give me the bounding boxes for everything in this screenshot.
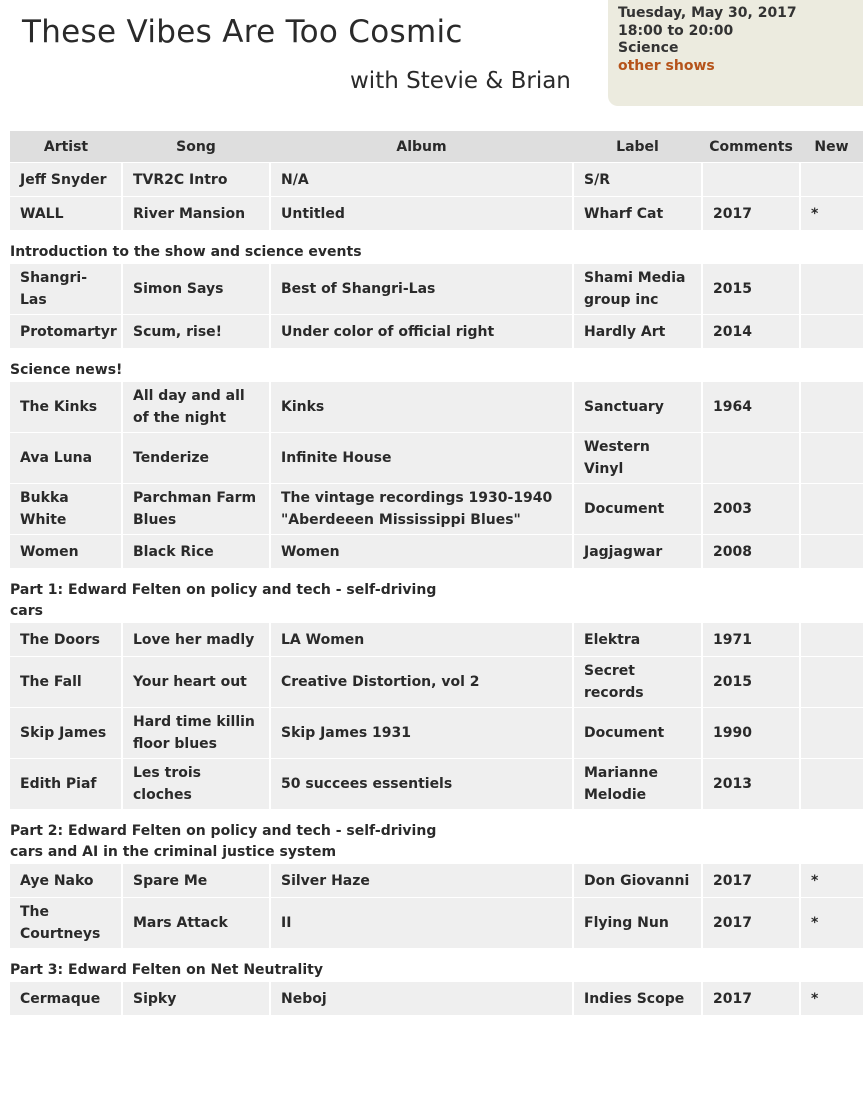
song-cell: Spare Me: [122, 864, 270, 898]
playlist-row: [10, 484, 863, 535]
new-cell: [800, 264, 863, 315]
playlist-row: [10, 898, 863, 949]
playlist-row: [10, 535, 863, 569]
playlist-row: [10, 708, 863, 759]
playlist-header-row: [10, 131, 863, 163]
song-cell: All day and all of the night: [122, 382, 270, 433]
artist-cell: Jeff Snyder: [10, 163, 122, 197]
comments-cell: [702, 163, 800, 197]
comments-cell: [702, 433, 800, 484]
song-cell: TVR2C Intro: [122, 163, 270, 197]
artist-cell: The Courtneys: [10, 898, 122, 949]
song-cell: Your heart out: [122, 657, 270, 708]
song-cell: River Mansion: [122, 197, 270, 231]
album-cell: Infinite House: [270, 433, 573, 484]
segment-note-text: Introduction to the show and science events: [10, 244, 362, 260]
comments-cell: 2014: [702, 315, 800, 349]
comments-cell: 2017: [702, 898, 800, 949]
comments-cell: 1964: [702, 382, 800, 433]
album-cell: Creative Distortion, vol 2: [270, 657, 573, 708]
label-cell: Jagjagwar: [573, 535, 702, 569]
column-header-artist: Artist: [10, 131, 122, 163]
artist-cell: Edith Piaf: [10, 759, 122, 810]
artist-cell: Cermaque: [10, 982, 122, 1016]
show-info-box: [608, 0, 863, 106]
song-cell: Parchman Farm Blues: [122, 484, 270, 535]
playlist-row: [10, 163, 863, 197]
label-cell: Wharf Cat: [573, 197, 702, 231]
playlist-row: [10, 657, 863, 708]
song-cell: Love her madly: [122, 623, 270, 657]
song-cell: Black Rice: [122, 535, 270, 569]
playlist-row: [10, 197, 863, 231]
album-cell: Women: [270, 535, 573, 569]
album-cell: Neboj: [270, 982, 573, 1016]
label-cell: Secret records: [573, 657, 702, 708]
new-cell: [800, 484, 863, 535]
label-cell: Indies Scope: [573, 982, 702, 1016]
label-cell: Document: [573, 484, 702, 535]
new-cell: [800, 382, 863, 433]
column-header-comments: Comments: [702, 131, 800, 163]
album-cell: LA Women: [270, 623, 573, 657]
album-cell: The vintage recordings 1930-1940 "Aberdeeen Mississippi Blues": [270, 484, 573, 535]
show-title: These Vibes Are Too Cosmic: [22, 14, 463, 50]
artist-cell: Protomartyr: [10, 315, 122, 349]
artist-cell: Aye Nako: [10, 864, 122, 898]
label-cell: Hardly Art: [573, 315, 702, 349]
song-cell: Mars Attack: [122, 898, 270, 949]
other-shows-link[interactable]: other shows: [618, 57, 715, 74]
song-cell: Hard time killin floor blues: [122, 708, 270, 759]
label-cell: Don Giovanni: [573, 864, 702, 898]
comments-cell: 2017: [702, 864, 800, 898]
song-cell: Sipky: [122, 982, 270, 1016]
label-cell: S/R: [573, 163, 702, 197]
artist-cell: The Fall: [10, 657, 122, 708]
playlist-row: [10, 864, 863, 898]
album-cell: N/A: [270, 163, 573, 197]
song-cell: Tenderize: [122, 433, 270, 484]
comments-cell: 2015: [702, 657, 800, 708]
song-cell: Simon Says: [122, 264, 270, 315]
comments-cell: 1971: [702, 623, 800, 657]
album-cell: Under color of official right: [270, 315, 573, 349]
comments-cell: 2015: [702, 264, 800, 315]
artist-cell: The Doors: [10, 623, 122, 657]
playlist-row: [10, 759, 863, 810]
show-genre: Science: [618, 40, 679, 56]
artist-cell: Women: [10, 535, 122, 569]
segment-note: [10, 230, 863, 264]
label-cell: Shami Media group inc: [573, 264, 702, 315]
label-cell: Elektra: [573, 623, 702, 657]
playlist-row: [10, 264, 863, 315]
new-cell: [800, 163, 863, 197]
segment-note: [10, 348, 863, 382]
artist-cell: Ava Luna: [10, 433, 122, 484]
comments-cell: 2017: [702, 982, 800, 1016]
segment-note: [10, 948, 863, 982]
new-cell: *: [800, 864, 863, 898]
column-header-label: Label: [573, 131, 702, 163]
new-cell: [800, 535, 863, 569]
new-cell: [800, 708, 863, 759]
song-cell: Scum, rise!: [122, 315, 270, 349]
artist-cell: WALL: [10, 197, 122, 231]
playlist-row: [10, 382, 863, 433]
comments-cell: 2013: [702, 759, 800, 810]
segment-note-text: Part 2: Edward Felten on policy and tech - self-driving cars and AI in the criminal justice system: [10, 823, 437, 860]
playlist-row: [10, 623, 863, 657]
column-header-new: New: [800, 131, 863, 163]
new-cell: [800, 433, 863, 484]
album-cell: Best of Shangri-Las: [270, 264, 573, 315]
column-header-song: Song: [122, 131, 270, 163]
show-date: Tuesday, May 30, 2017: [618, 5, 797, 21]
show-hosts: with Stevie & Brian: [350, 68, 571, 94]
show-time: 18:00 to 20:00: [618, 22, 734, 39]
playlist-table: [10, 131, 863, 1015]
new-cell: *: [800, 898, 863, 949]
segment-note: [10, 809, 863, 864]
album-cell: 50 succees essentiels: [270, 759, 573, 810]
label-cell: Marianne Melodie: [573, 759, 702, 810]
label-cell: Flying Nun: [573, 898, 702, 949]
new-cell: *: [800, 197, 863, 231]
song-cell: Les trois cloches: [122, 759, 270, 810]
album-cell: Kinks: [270, 382, 573, 433]
comments-cell: 2008: [702, 535, 800, 569]
segment-note-text: Science news!: [10, 362, 123, 378]
new-cell: [800, 315, 863, 349]
album-cell: Untitled: [270, 197, 573, 231]
album-cell: Skip James 1931: [270, 708, 573, 759]
label-cell: Document: [573, 708, 702, 759]
artist-cell: Shangri-Las: [10, 264, 122, 315]
label-cell: Western Vinyl: [573, 433, 702, 484]
playlist-row: [10, 315, 863, 349]
artist-cell: The Kinks: [10, 382, 122, 433]
label-cell: Sanctuary: [573, 382, 702, 433]
artist-cell: Bukka White: [10, 484, 122, 535]
comments-cell: 2003: [702, 484, 800, 535]
comments-cell: 1990: [702, 708, 800, 759]
segment-note-text: Part 1: Edward Felten on policy and tech - self-driving cars: [10, 582, 437, 619]
new-cell: *: [800, 982, 863, 1016]
new-cell: [800, 657, 863, 708]
column-header-album: Album: [270, 131, 573, 163]
playlist-row: [10, 433, 863, 484]
comments-cell: 2017: [702, 197, 800, 231]
segment-note-text: Part 3: Edward Felten on Net Neutrality: [10, 962, 323, 978]
new-cell: [800, 623, 863, 657]
playlist-row: [10, 982, 863, 1016]
artist-cell: Skip James: [10, 708, 122, 759]
album-cell: Silver Haze: [270, 864, 573, 898]
new-cell: [800, 759, 863, 810]
segment-note: [10, 568, 863, 623]
album-cell: II: [270, 898, 573, 949]
